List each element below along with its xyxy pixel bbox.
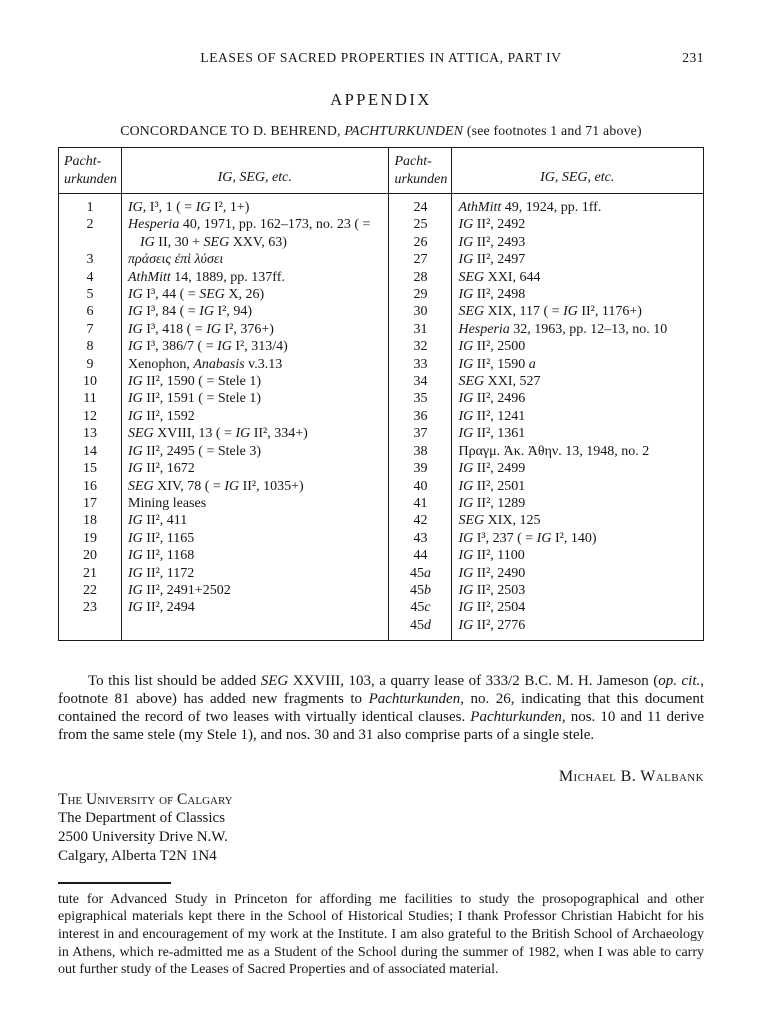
reference: IG II², 1168: [128, 548, 195, 564]
pachturkunden-number: 37: [413, 426, 428, 442]
reference: IG II², 2497: [458, 252, 526, 268]
table-row: [389, 269, 703, 286]
footnote-text: tute for Advanced Study in Princeton for affording me facilities to study the prosopographical and other epigraphical materials kept there in the School of Historical Studies; I thank Professor Christian Habicht for his interest in and encouragement of my work at the Institute. I am also grateful to the British School of Archaeology in Athens, which re-admitted me as a Student of the School during the summer of 1982, when I was able to carry out further study of the Leases of Sacred Properties and of associated material.: [58, 891, 704, 978]
table-row: [59, 303, 388, 320]
pachturkunden-number: 26: [413, 234, 428, 250]
reference: AthMitt 49, 1924, pp. 1ff.: [458, 200, 602, 215]
table-row: [389, 303, 703, 320]
reference: πράσεις ἐπὶ λύσει: [128, 252, 224, 268]
pachturkunden-number: 30: [413, 304, 428, 320]
reference: IG II², 1590 a: [458, 356, 536, 372]
reference: AthMitt 14, 1889, pp. 137ff.: [128, 269, 285, 285]
pachturkunden-number: 3: [86, 252, 94, 268]
reference: IG I³, 237 ( = IG I², 140): [458, 530, 597, 546]
pachturkunden-number: 35: [413, 391, 428, 407]
pachturkunden-number: 39: [413, 461, 428, 477]
concordance-table: [58, 147, 704, 641]
reference: IG I³, 418 ( = IG I², 376+): [128, 321, 274, 337]
pachturkunden-number: 40: [413, 478, 428, 494]
table-row: [59, 390, 388, 407]
reference: Xenophon, Anabasis v.3.13: [128, 356, 283, 372]
pachturkunden-number: 28: [413, 269, 428, 285]
pachturkunden-number: 21: [83, 565, 97, 581]
table-row: [59, 373, 388, 390]
table-row: [389, 547, 703, 564]
reference: IG II², 2503: [458, 582, 526, 598]
reference: IG II², 2495 ( = Stele 3): [128, 443, 262, 459]
pachturkunden-number: 8: [86, 339, 94, 355]
reference: IG II², 1100: [458, 548, 525, 564]
reference: IG II², 1672: [128, 461, 195, 477]
table-row: [389, 216, 703, 233]
reference: IG II², 411: [128, 513, 188, 529]
pachturkunden-number: 14: [83, 443, 97, 459]
references-column-header: IG, SEG, etc.: [540, 170, 615, 185]
pachturkunden-number: 36: [413, 408, 428, 424]
reference: Πραγμ. Ἀκ. Ἀθην. 13, 1948, no. 2: [458, 443, 650, 459]
pachturkunden-number: 5: [86, 287, 94, 303]
table-row: [389, 512, 703, 529]
table-body-right: [389, 194, 703, 640]
reference: IG II², 1592: [128, 408, 195, 424]
pachturkunden-header-line2: urkunden: [394, 172, 448, 187]
pachturkunden-header-line1: Pacht-: [64, 154, 102, 169]
table-row: [389, 495, 703, 512]
pachturkunden-number: 31: [413, 321, 428, 337]
table-row: [59, 408, 388, 425]
table-row: [59, 512, 388, 529]
table-row: [389, 425, 703, 442]
reference: IG II², 1289: [458, 495, 526, 511]
reference: IG II², 1591 ( = Stele 1): [128, 391, 262, 407]
reference: IG II², 2498: [458, 287, 526, 303]
pachturkunden-number: 43: [413, 530, 428, 546]
pachturkunden-number: 10: [83, 374, 97, 390]
pachturkunden-header-line2: urkunden: [64, 172, 117, 187]
table-row: [389, 338, 703, 355]
table-row: [59, 251, 388, 268]
concordance-title: CONCORDANCE TO D. BEHREND, PACHTURKUNDEN (see footnotes 1 and 71 above): [120, 123, 642, 138]
table-row: [59, 460, 388, 477]
pachturkunden-number: 22: [83, 582, 97, 598]
reference: IG II², 1590 ( = Stele 1): [128, 374, 262, 390]
pachturkunden-number: 45b: [409, 582, 431, 598]
pachturkunden-number: 24: [413, 200, 428, 215]
pachturkunden-number: 15: [83, 461, 97, 477]
footnote-separator: [58, 882, 171, 884]
author-signature: Michael B. Walbank: [558, 768, 704, 786]
pachturkunden-number: 32: [413, 339, 428, 355]
table-row: [389, 234, 703, 251]
reference: IG I³, 386/7 ( = IG I², 313/4): [128, 339, 288, 355]
reference: IG, I³, 1 ( = IG I², 1+): [128, 200, 250, 215]
pachturkunden-number: 42: [413, 513, 428, 529]
table-row: [59, 269, 388, 286]
table-row: [389, 286, 703, 303]
pachturkunden-number: 20: [83, 548, 97, 564]
reference: SEG XXI, 527: [458, 374, 541, 390]
pachturkunden-number: 45c: [410, 600, 431, 616]
reference: IG II², 2492: [458, 217, 526, 233]
pachturkunden-number: 27: [413, 252, 428, 268]
pachturkunden-header-line1: Pacht-: [394, 154, 432, 169]
table-row: [389, 530, 703, 547]
table-row: [59, 599, 388, 616]
address-line: The Department of Classics: [58, 810, 226, 827]
address-line: Calgary, Alberta T2N 1N4: [58, 848, 217, 865]
pachturkunden-number: 38: [413, 443, 428, 459]
pachturkunden-column-header: [389, 148, 451, 193]
table-row: [389, 356, 703, 373]
table-row: [59, 530, 388, 547]
table-row: [389, 443, 703, 460]
reference: IG II², 2494: [128, 600, 195, 616]
table-row: [59, 286, 388, 303]
pachturkunden-number: 12: [83, 408, 97, 424]
pachturkunden-number: 19: [83, 530, 97, 546]
table-row: [389, 599, 703, 616]
table-row: [389, 321, 703, 338]
reference: IG II², 2776: [458, 617, 526, 633]
pachturkunden-number: 17: [83, 495, 97, 511]
running-header: [58, 50, 704, 68]
pachturkunden-number: 44: [413, 548, 428, 564]
table-left-half: [59, 148, 388, 640]
reference: IG II², 2496: [458, 391, 526, 407]
table-row: [389, 565, 703, 582]
table-row: [389, 478, 703, 495]
table-row: [59, 321, 388, 338]
pachturkunden-number: 4: [86, 269, 94, 285]
pachturkunden-number: 45a: [409, 565, 431, 581]
table-header-left: [59, 148, 388, 194]
table-row: [389, 373, 703, 390]
reference: SEG XIX, 125: [458, 513, 541, 529]
table-row: [59, 495, 388, 512]
table-row: [59, 338, 388, 355]
reference: IG II², 2501: [458, 478, 526, 494]
pachturkunden-number: 7: [86, 321, 94, 337]
address-line: 2500 University Drive N.W.: [58, 829, 228, 846]
pachturkunden-number: 45d: [409, 617, 431, 633]
table-row: [389, 460, 703, 477]
reference: IG II², 1241: [458, 408, 526, 424]
reference: Mining leases: [128, 495, 207, 511]
references-column-header: IG, SEG, etc.: [217, 170, 292, 185]
table-row: [59, 425, 388, 442]
table-row: [389, 199, 703, 216]
table-row: [59, 356, 388, 373]
table-row: [389, 582, 703, 599]
reference: IG II², 1361: [458, 426, 526, 442]
table-row: [389, 390, 703, 407]
appendix-title: APPENDIX: [330, 90, 432, 109]
author-address: [58, 790, 704, 866]
reference: IG II², 2493: [458, 234, 526, 250]
running-header-title: LEASES OF SACRED PROPERTIES IN ATTICA, PART IV: [200, 50, 562, 65]
reference: IG II², 1172: [128, 565, 195, 581]
pachturkunden-number: 1: [86, 200, 94, 215]
table-row: [59, 216, 388, 251]
reference: Hesperia 40, 1971, pp. 162–173, no. 23 ( = IG II, 30 + SEG XXV, 63): [128, 217, 371, 250]
pachturkunden-number: 25: [413, 217, 428, 233]
reference: SEG XIV, 78 ( = IG II², 1035+): [128, 478, 304, 494]
pachturkunden-number: 23: [83, 600, 97, 616]
table-row: [59, 582, 388, 599]
reference: IG I³, 44 ( = SEG X, 26): [128, 287, 265, 303]
pachturkunden-number: 2: [86, 217, 94, 233]
table-row: [59, 478, 388, 495]
reference: SEG XIX, 117 ( = IG II², 1176+): [458, 304, 642, 320]
reference: SEG XVIII, 13 ( = IG II², 334+): [128, 426, 308, 442]
pachturkunden-column-header: [59, 148, 121, 193]
pachturkunden-number: 41: [413, 495, 428, 511]
reference: IG II², 2500: [458, 339, 526, 355]
pachturkunden-number: 6: [86, 304, 94, 320]
reference: IG II², 2491+2502: [128, 582, 231, 598]
table-header-right: [389, 148, 703, 194]
address-line: The University of Calgary: [58, 791, 233, 809]
pachturkunden-number: 16: [83, 478, 97, 494]
reference: IG I³, 84 ( = IG I², 94): [128, 304, 253, 320]
reference: IG II², 2490: [458, 565, 526, 581]
reference: IG II², 2504: [458, 600, 526, 616]
table-row: [389, 251, 703, 268]
pachturkunden-number: 18: [83, 513, 97, 529]
table-row: [389, 617, 703, 634]
pachturkunden-number: 9: [86, 356, 94, 372]
table-body-left: [59, 194, 388, 640]
reference: SEG XXI, 644: [458, 269, 541, 285]
table-right-half: [388, 148, 703, 640]
table-row: [59, 565, 388, 582]
pachturkunden-number: 13: [83, 426, 97, 442]
pachturkunden-number: 29: [413, 287, 428, 303]
reference: IG II², 1165: [128, 530, 195, 546]
reference: Hesperia 32, 1963, pp. 12–13, no. 10: [458, 321, 668, 337]
pachturkunden-number: 11: [83, 391, 97, 407]
table-row: [59, 199, 388, 216]
table-row: [59, 443, 388, 460]
table-row: [389, 408, 703, 425]
pachturkunden-number: 33: [413, 356, 428, 372]
table-row: [59, 547, 388, 564]
page-number: 231: [682, 50, 704, 65]
lead-paragraph: To this list should be added SEG XXVIII, 103, a quarry lease of 333/2 B.C. M. H. Jameson (op. cit., footnote 81 above) has added new fragments to Pachturkunden, no. 26, indicating that this document contained the record of two leases with virtually identical clauses. Pachturkunden, nos. 10 and 11 derive from the same stele (my Stele 1), and nos. 30 and 31 also comprise parts of a single stele.: [58, 673, 704, 743]
reference: IG II², 2499: [458, 461, 526, 477]
pachturkunden-number: 34: [413, 374, 428, 390]
